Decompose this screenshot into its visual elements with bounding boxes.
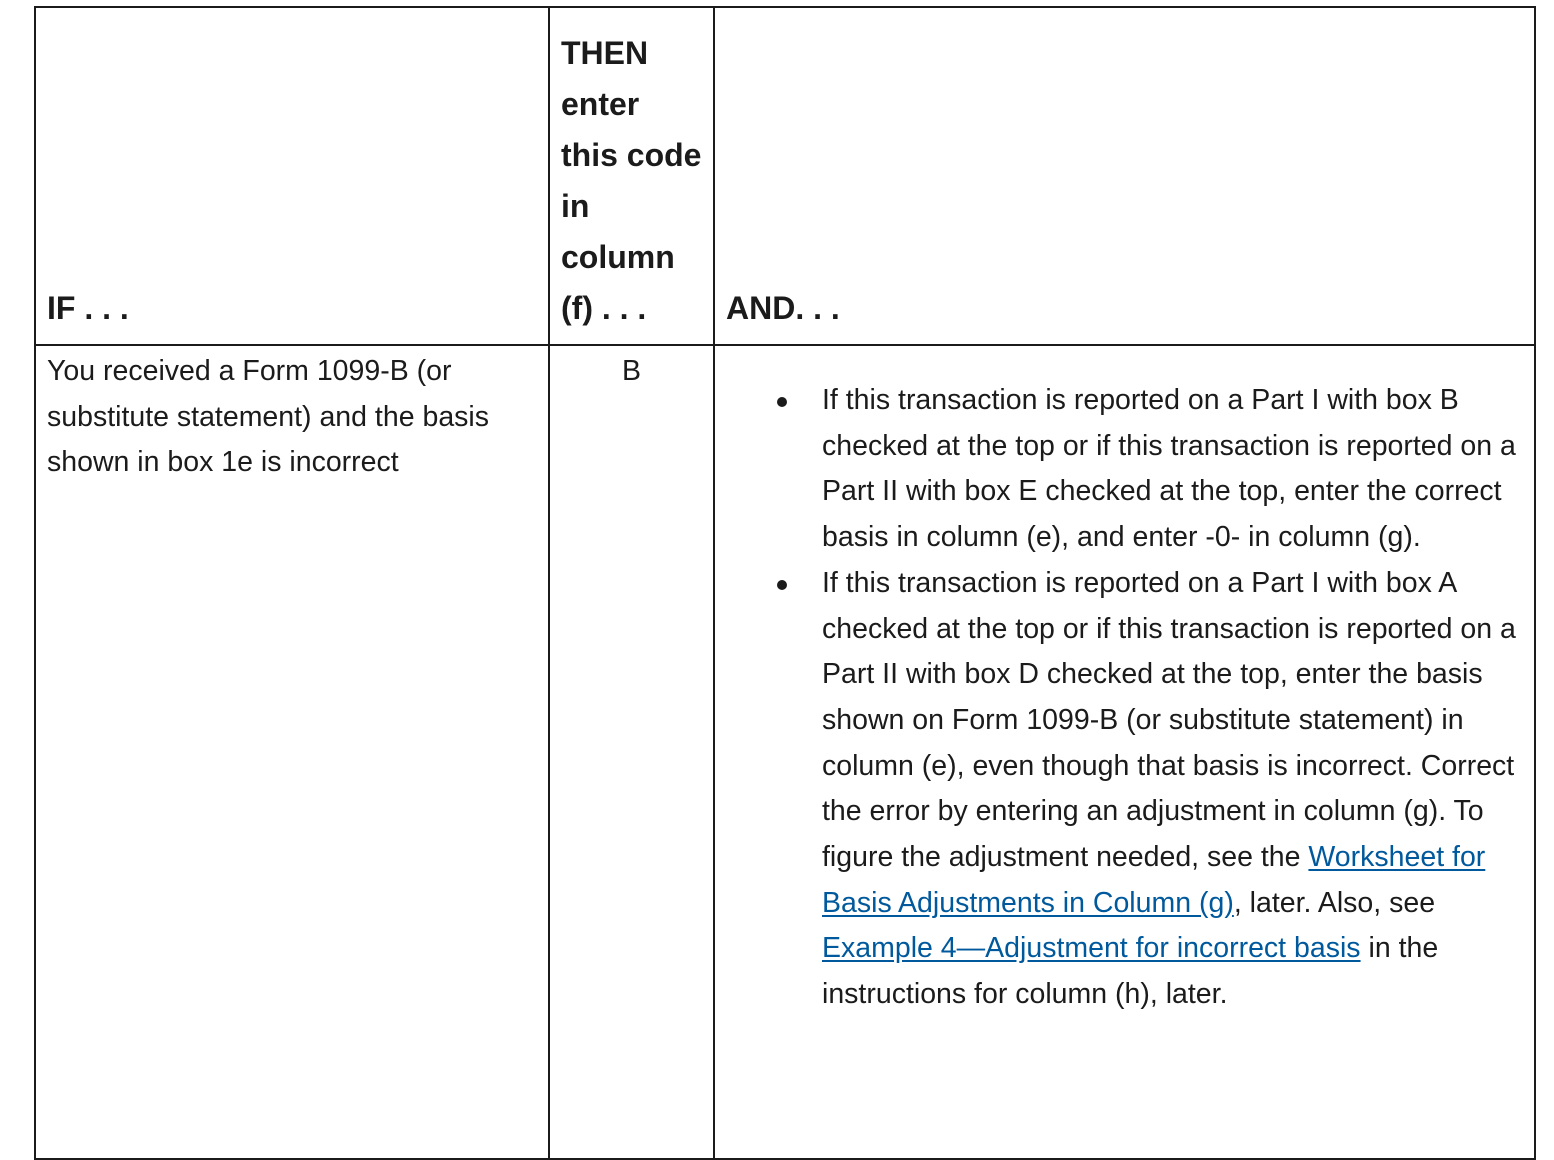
list-item — [715, 378, 1520, 561]
instruction-list — [715, 378, 1520, 1018]
bullet-text: If this transaction is reported on a Part I with box B checked at the top or if this transaction is reported on a Part II with box E checked at the top, enter the correct basis in column (e), and enter -0- in column (g). — [822, 384, 1516, 554]
example-4-adjustment-link[interactable]: Example 4—Adjustment for incorrect basis — [822, 932, 1361, 965]
header-row — [35, 7, 1535, 345]
bullet-icon — [777, 580, 787, 590]
worksheet-basis-adjustments-link[interactable]: Worksheet for Basis Adjustments in Column (g) — [822, 841, 1486, 919]
code-cell: B — [549, 345, 714, 1159]
bullet-text: If this transaction is reported on a Part I with box A checked at the top or if this transaction is reported on a Part II with box D checked at the top, enter the basis shown on Form 1099-B (or substitute statement) in column (e), even though that basis is incorrect. Correct the error by entering an adjustment in column (g). To figure the adjustment needed, see the — [822, 566, 1516, 874]
and-cell — [714, 345, 1535, 1159]
bullet-icon — [777, 397, 787, 407]
bullet-text-end: in the instructions for column (h), later. — [822, 932, 1439, 1011]
if-cell: You received a Form 1099-B (or substitute statement) and the basis shown in box 1e is incorrect — [35, 345, 549, 1159]
header-if: IF . . . — [35, 7, 549, 345]
list-item — [715, 561, 1520, 1018]
instructions-table — [34, 6, 1536, 1160]
header-and: AND. . . — [714, 7, 1535, 345]
table-row — [35, 345, 1535, 1159]
table-header — [35, 7, 1535, 345]
bullet-text-middle: , later. Also, see — [1233, 886, 1436, 919]
header-then: THEN enter this code in column (f) . . . — [549, 7, 714, 345]
